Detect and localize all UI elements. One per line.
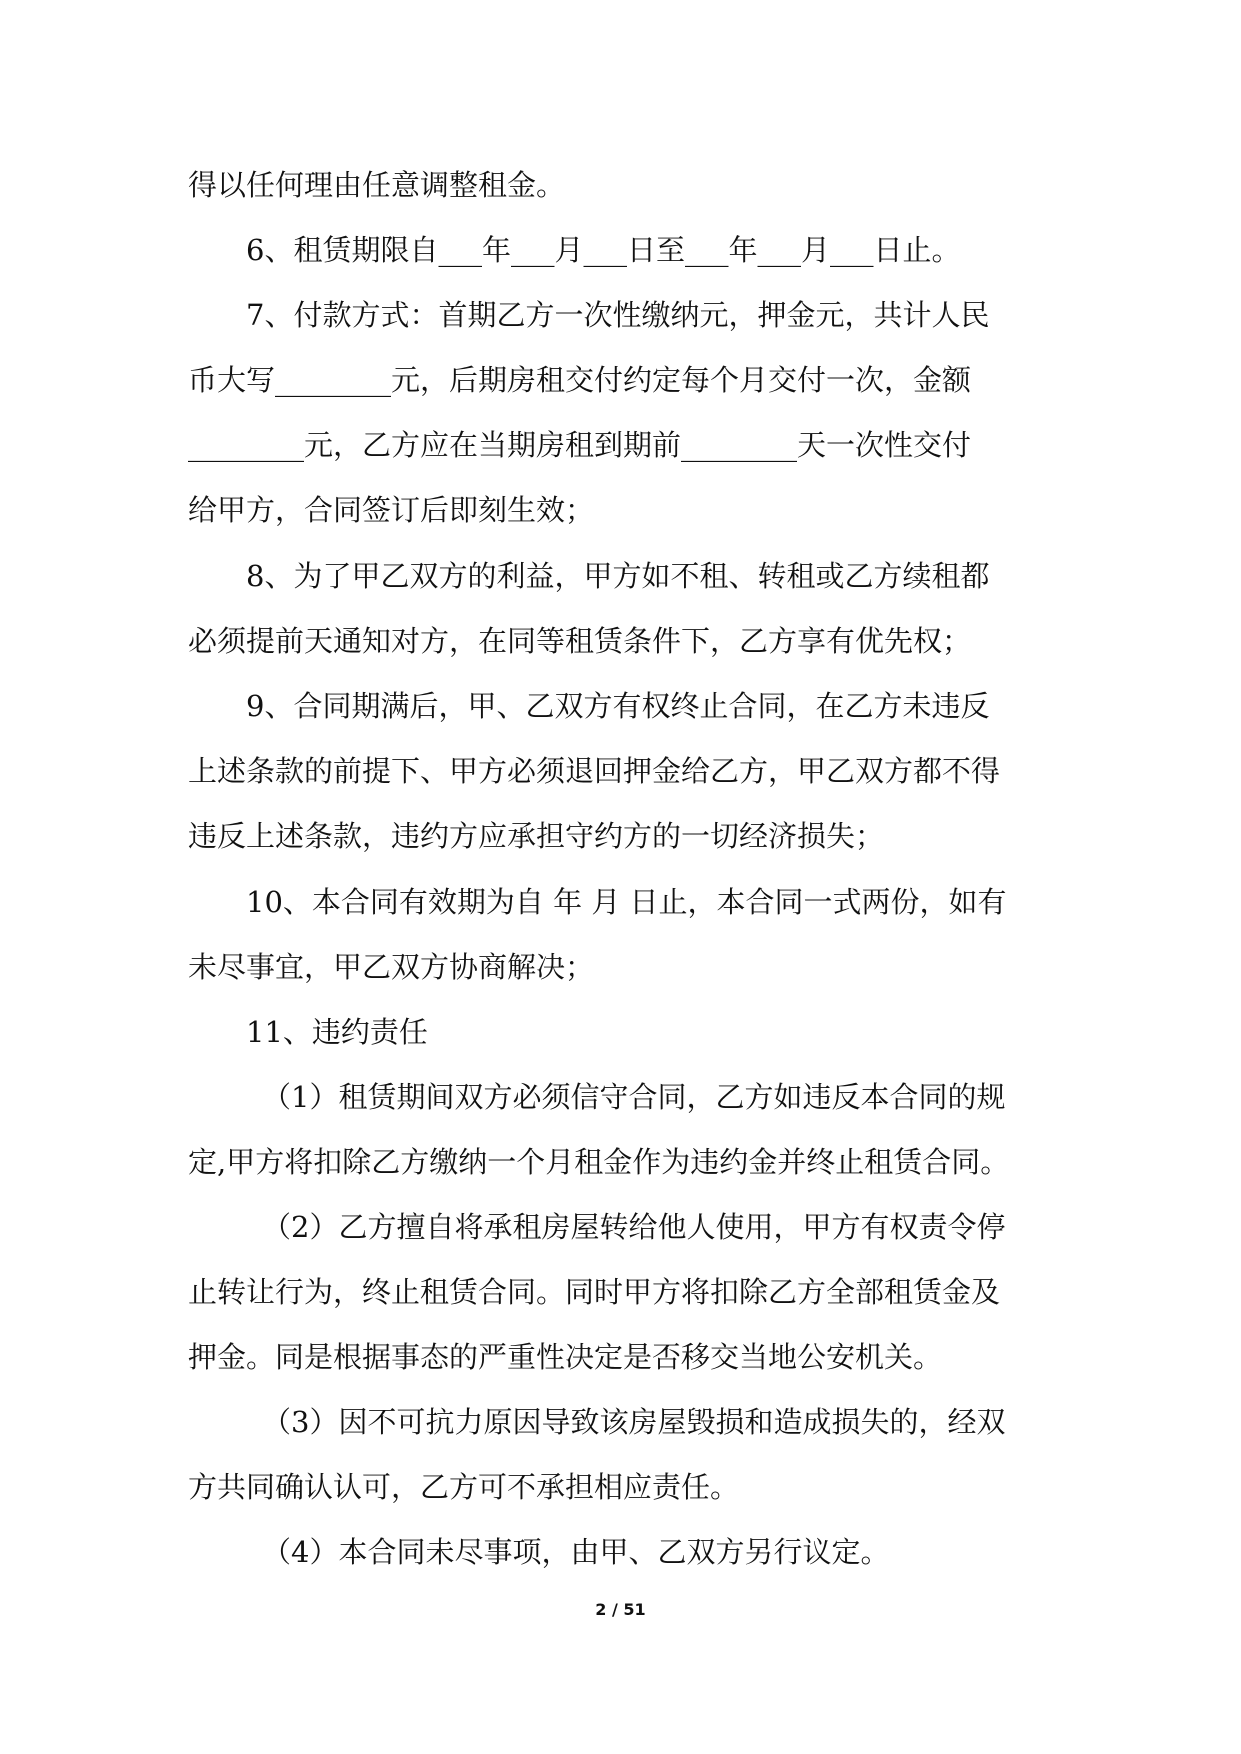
paragraph-line: 定,甲方将扣除乙方缴纳一个月租金作为违约金并终止租赁合同。 [188, 1145, 1010, 1179]
paragraph-line: 违反上述条款，违约方应承担守约方的一切经济损失； [188, 819, 885, 853]
paragraph-line: 方共同确认认可，乙方可不承担相应责任。 [188, 1470, 740, 1504]
paragraph-line: 9、合同期满后，甲、乙双方有权终止合同，在乙方未违反 [246, 689, 990, 723]
page-number: 2 / 51 [595, 1600, 646, 1619]
paragraph-line: ________元，乙方应在当期房租到期前________天一次性交付 [188, 428, 972, 462]
paragraph-line: 必须提前天通知对方，在同等租赁条件下，乙方享有优先权； [188, 624, 972, 658]
paragraph-line: 给甲方，合同签订后即刻生效； [188, 493, 595, 527]
paragraph-line: 上述条款的前提下、甲方必须退回押金给乙方，甲乙双方都不得 [188, 754, 1001, 788]
paragraph-line: 10、本合同有效期为自 年 月 日止，本合同一式两份，如有 [246, 885, 1007, 919]
paragraph-line: （1）租赁期间双方必须信守合同，乙方如违反本合同的规 [262, 1080, 1006, 1114]
section-heading: 11、违约责任 [246, 1015, 428, 1049]
paragraph-line: 未尽事宜，甲乙双方协商解决； [188, 950, 595, 984]
paragraph-line: 押金。同是根据事态的严重性决定是否移交当地公安机关。 [188, 1340, 943, 1374]
paragraph-line: 得以任何理由任意调整租金。 [188, 168, 566, 202]
paragraph-line: （3）因不可抗力原因导致该房屋毁损和造成损失的，经双 [262, 1405, 1006, 1439]
paragraph-line: 币大写________元，后期房租交付约定每个月交付一次，金额 [188, 363, 972, 397]
paragraph-line: 8、为了甲乙双方的利益，甲方如不租、转租或乙方续租都 [246, 559, 990, 593]
paragraph-line: 7、付款方式：首期乙方一次性缴纳元，押金元，共计人民 [246, 298, 990, 332]
paragraph-line: （2）乙方擅自将承租房屋转给他人使用，甲方有权责令停 [262, 1210, 1006, 1244]
paragraph-line: 止转让行为，终止租赁合同。同时甲方将扣除乙方全部租赁金及 [188, 1275, 1001, 1309]
paragraph-line: 6、租赁期限自___年___月___日至___年___月___日止。 [246, 233, 961, 267]
paragraph-line: （4）本合同未尽事项，由甲、乙双方另行议定。 [262, 1535, 890, 1569]
